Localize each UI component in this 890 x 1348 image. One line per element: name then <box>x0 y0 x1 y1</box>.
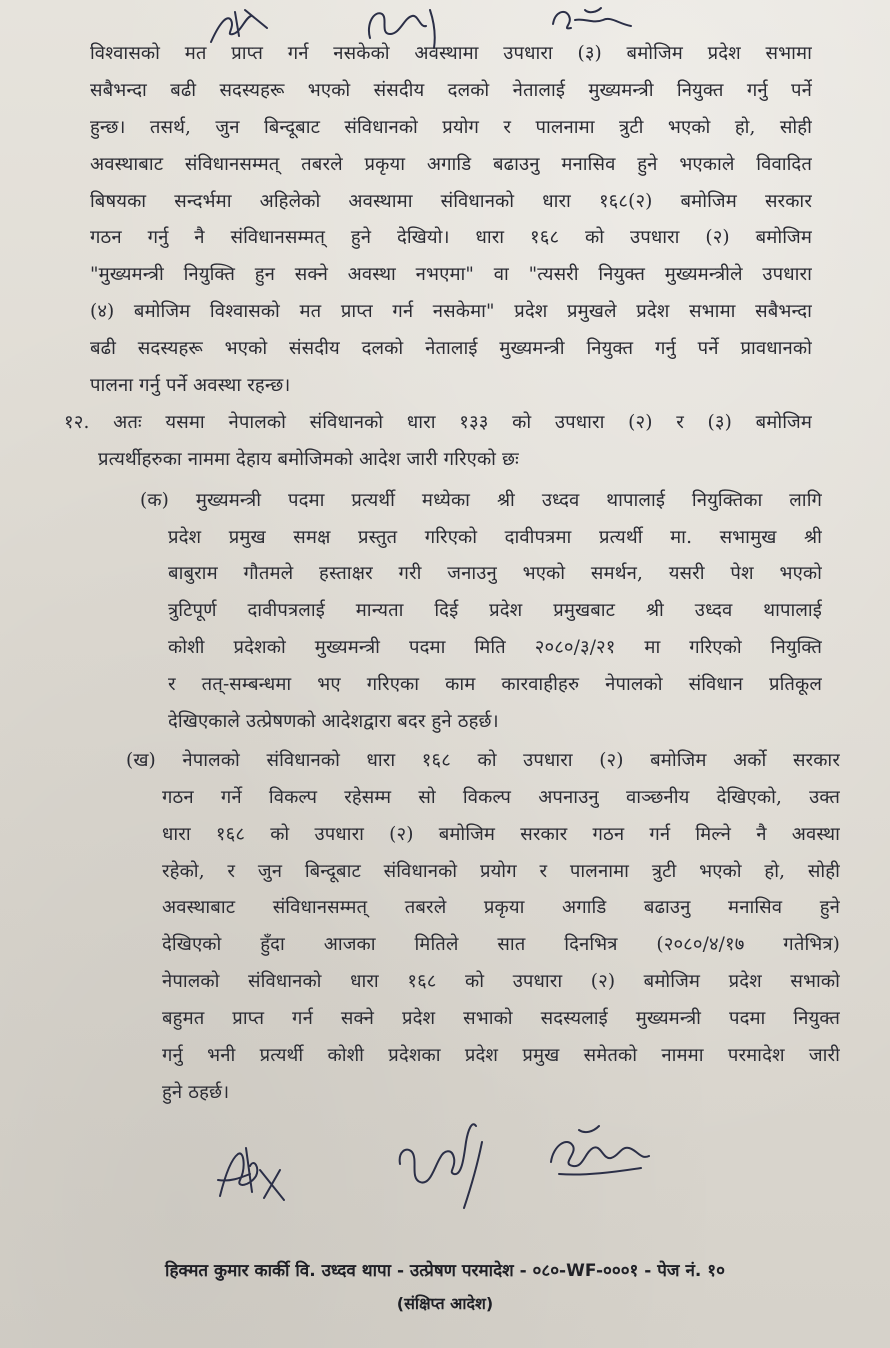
paragraph-continuation <box>0 36 890 405</box>
signature-bottom-left <box>210 1140 290 1210</box>
signature-bottom-right <box>545 1122 655 1192</box>
text-line: पालना गर्नु पर्ने अवस्था रहन्छ। <box>90 375 291 397</box>
text-line: अवस्थाबाट संविधानसम्मत् तबरले प्रकृया अगाडि बढाउनु मनासिव हुने भएकाले विवादित <box>90 153 812 175</box>
text-line: त्रुटिपूर्ण दावीपत्रलाई मान्यता दिई प्रदेश प्रमुखबाट श्री उध्दव थापालाई <box>168 600 822 622</box>
text-line: गठन गर्ने विकल्प रहेसम्म सो विकल्प अपनाउनु वाञ्छनीय देखिएको, उक्त <box>162 786 840 808</box>
paragraph-12 <box>0 405 890 479</box>
text-line: देखिएकाले उत्प्रेषणको आदेशद्वारा बदर हुने ठहर्छ। <box>168 711 499 733</box>
text-line: (ख) नेपालको संविधानको धारा १६८ को उपधारा (२) बमोजिम अर्को सरकार <box>126 749 840 771</box>
text-line: देखिएको हुँदा आजका मितिले सात दिनभित्र (२०८०/४/१७ गतेभित्र) <box>162 934 840 956</box>
text-line: विश्वासको मत प्राप्त गर्न नसकेको अवस्थामा उपधारा (३) बमोजिम प्रदेश सभामा <box>90 43 812 64</box>
footer-order-type: (संक्षिप्त आदेश) <box>396 1294 494 1313</box>
order-item-ka <box>0 483 890 741</box>
text-line: १२. अतः यसमा नेपालको संविधानको धारा १३३ को उपधारा (२) र (३) बमोजिम <box>64 411 812 433</box>
document-body <box>0 36 890 1112</box>
text-line: रहेको, र जुन बिन्दूबाट संविधानको प्रयोग र पालनामा त्रुटी भएको हो, सोही <box>162 860 840 882</box>
text-line: गर्नु भनी प्रत्यर्थी कोशी प्रदेशका प्रदेश प्रमुख समेतको नाममा परमादेश जारी <box>162 1045 840 1067</box>
text-line: (क) मुख्यमन्त्री पदमा प्रत्यर्थी मध्येका श्री उध्दव थापालाई नियुक्तिका लागि <box>140 489 822 511</box>
signature-bottom-middle <box>392 1112 502 1212</box>
text-line: प्रदेश प्रमुख समक्ष प्रस्तुत गरिएको दावीपत्रमा प्रत्यर्थी मा. सभामुख श्री <box>168 526 822 548</box>
text-line: हुने ठहर्छ। <box>162 1081 230 1103</box>
text-line: सबैभन्दा बढी सदस्यहरू भएको संसदीय दलको नेतालाई मुख्यमन्त्री नियुक्त गर्नु पर्ने <box>90 79 812 101</box>
text-line: "मुख्यमन्त्री नियुक्ति हुन सक्ने अवस्था नभएमा" वा "त्यसरी नियुक्त मुख्यमन्त्रीले उपधारा <box>90 264 812 286</box>
text-line: (४) बमोजिम विश्वासको मत प्राप्त गर्न नसकेमा" प्रदेश प्रमुखले प्रदेश सभामा सबैभन्दा <box>90 301 812 323</box>
text-line: बाबुराम गौतमले हस्ताक्षर गरी जनाउनु भएको समर्थन, यसरी पेश भएको <box>168 563 822 585</box>
footer-case-line: हिक्मत कुमार कार्की वि. उध्दव थापा - उत्प्रेषण परमादेश - ०८०-WF-०००१ - पेज नं. १० <box>165 1261 725 1281</box>
text-line: धारा १६८ को उपधारा (२) बमोजिम सरकार गठन गर्न मिल्ने नै अवस्था <box>162 823 840 845</box>
order-item-kha <box>0 743 890 1112</box>
text-line: अवस्थाबाट संविधानसम्मत् तबरले प्रकृया अगाडि बढाउनु मनासिव हुने <box>162 897 840 919</box>
text-line: र तत्-सम्बन्धमा भए गरिएका काम कारवाहीहरु नेपालको संविधान प्रतिकूल <box>168 674 822 696</box>
text-line: प्रत्यर्थीहरुका नाममा देहाय बमोजिमको आदेश जारी गरिएको छः <box>98 448 519 470</box>
text-line: कोशी प्रदेशको मुख्यमन्त्री पदमा मिति २०८०/३/२१ मा गरिएको नियुक्ति <box>168 637 822 659</box>
text-line: हुन्छ। तसर्थ, जुन बिन्दूबाट संविधानको प्रयोग र पालनामा त्रुटी भएको हो, सोही <box>90 116 812 138</box>
text-line: बिषयका सन्दर्भमा अहिलेको अवस्थामा संविधानको धारा १६८(२) बमोजिम सरकार <box>90 190 812 212</box>
text-line: नेपालको संविधानको धारा १६८ को उपधारा (२) बमोजिम प्रदेश सभाको <box>162 971 840 993</box>
text-line: बहुमत प्राप्त गर्न सक्ने प्रदेश सभाको सदस्यलाई मुख्यमन्त्री पदमा नियुक्त <box>162 1008 840 1030</box>
text-line: गठन गर्नु नै संविधानसम्मत् हुने देखियो। धारा १६८ को उपधारा (२) बमोजिम <box>90 227 812 249</box>
text-line: बढी सदस्यहरू भएको संसदीय दलको नेतालाई मुख्यमन्त्री नियुक्त गर्नु पर्ने प्रावधानको <box>90 338 812 360</box>
